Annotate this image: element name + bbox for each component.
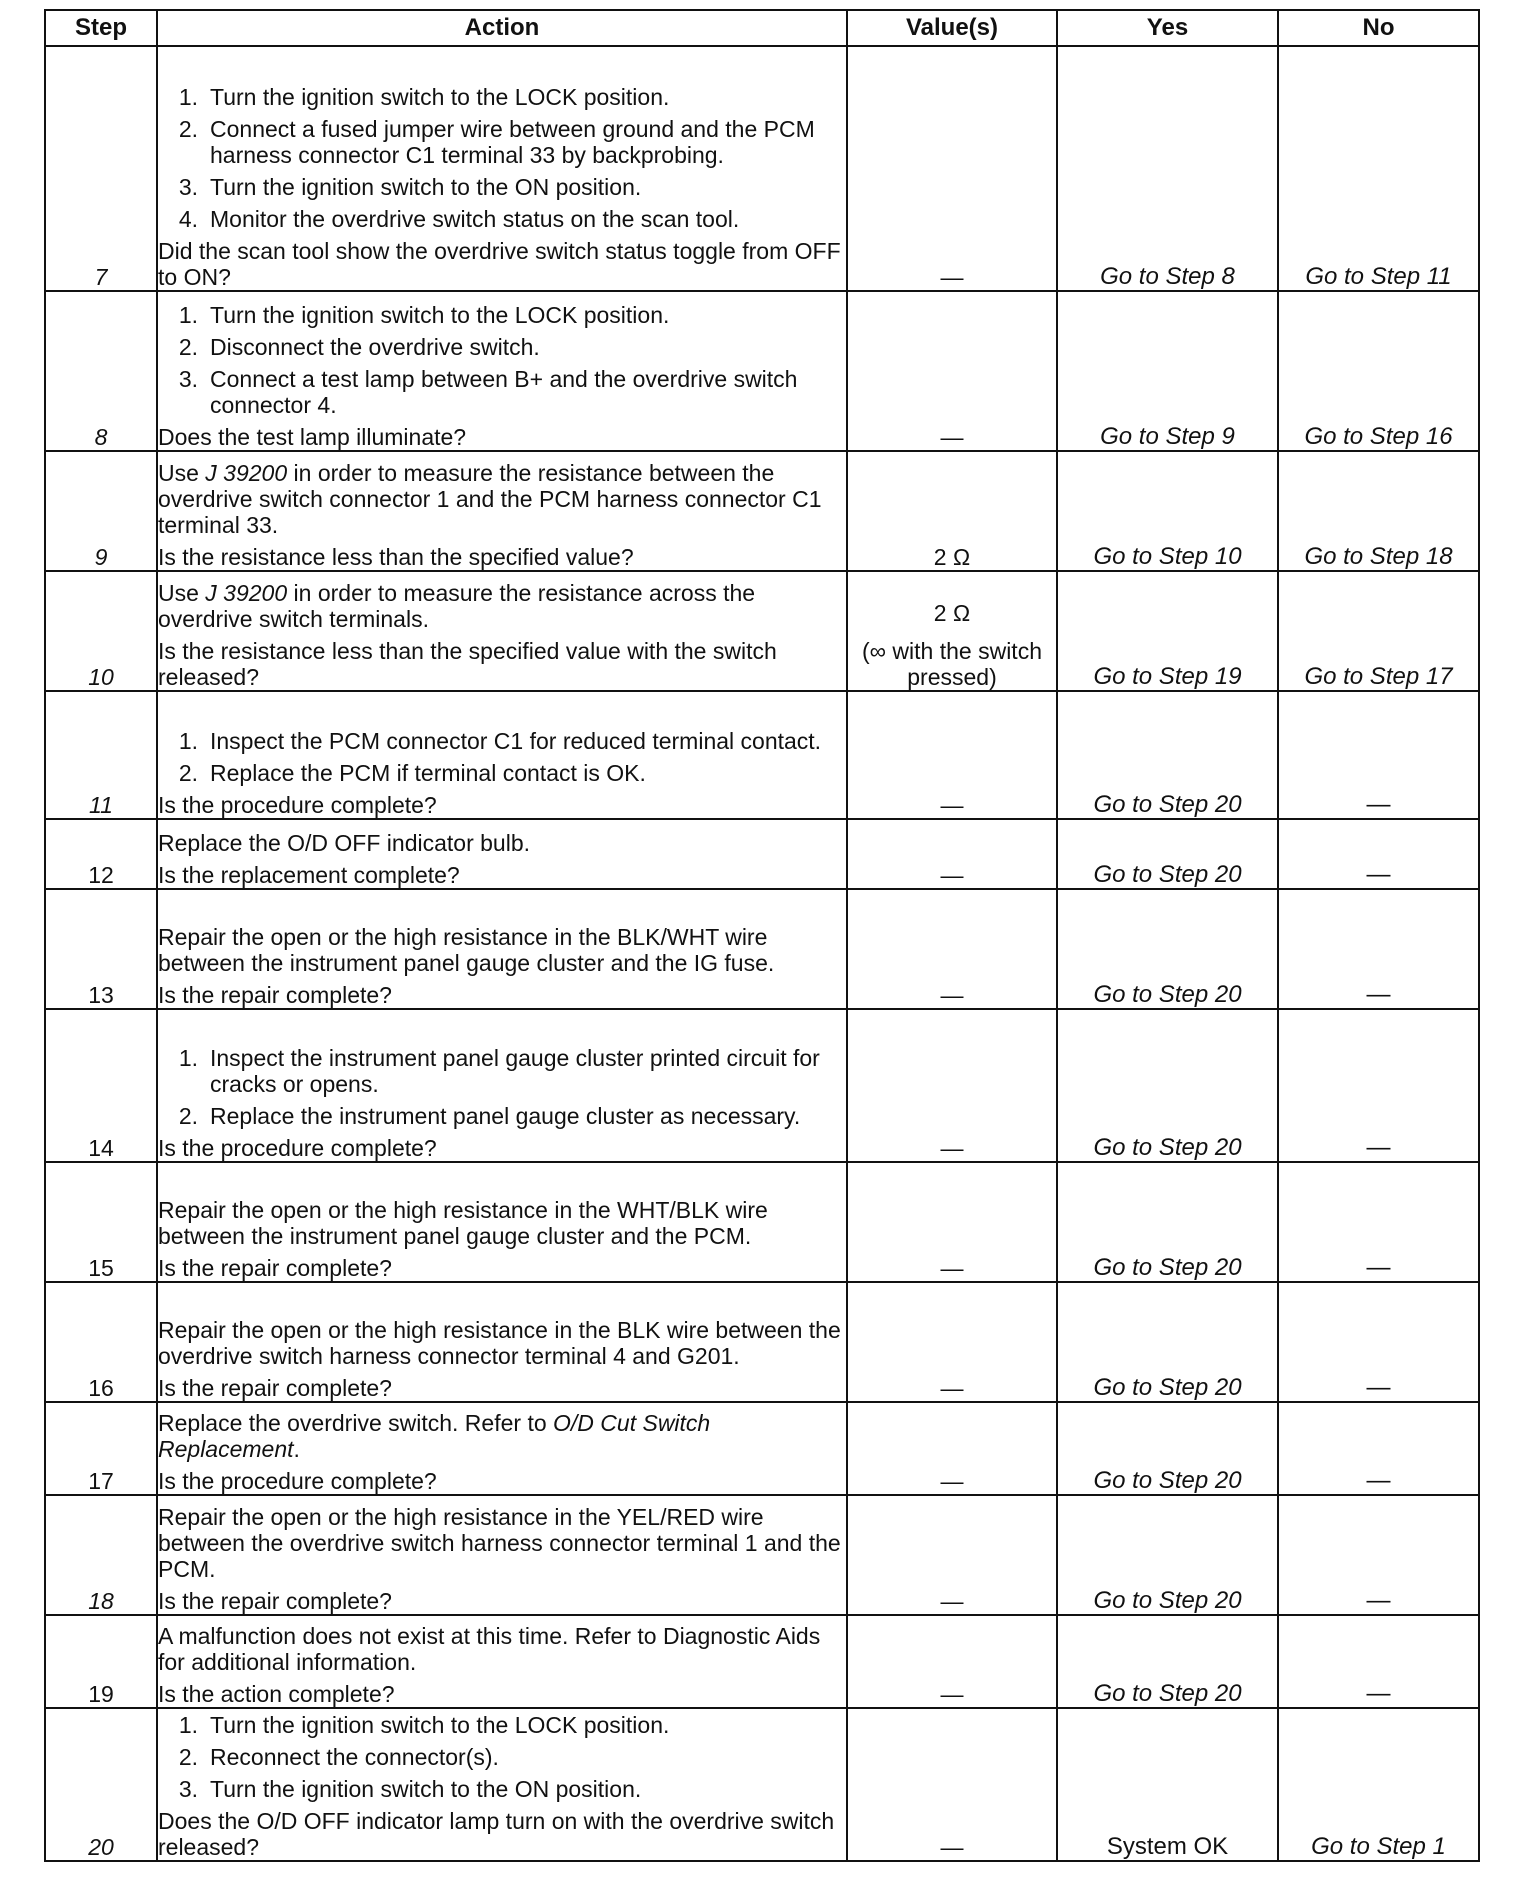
action-step-number: 2.	[178, 1103, 198, 1129]
yes-cell: Go to Step 20	[1057, 1495, 1278, 1615]
table-row	[45, 1615, 1479, 1708]
action-text	[158, 1504, 846, 1582]
tool-reference: J 39200	[205, 460, 288, 486]
header-yes: Yes	[1057, 10, 1278, 46]
tool-reference: J 39200	[205, 580, 288, 606]
action-cell	[157, 819, 847, 889]
table-row	[45, 571, 1479, 691]
action-text	[158, 1317, 846, 1369]
action-step	[158, 84, 846, 110]
yes-cell: Go to Step 20	[1057, 1162, 1278, 1282]
action-text-part: in order to measure the resistance between the overdrive switch connector 1 and the PCM harness connector C1 terminal 33.	[158, 460, 822, 538]
action-step-text: Turn the ignition switch to the LOCK position.	[210, 1712, 670, 1738]
procedure-reference: O/D Cut Switch Replacement	[158, 1410, 711, 1462]
value-text: —	[940, 1834, 964, 1860]
action-cell	[157, 46, 847, 291]
action-text-part: Repair the open or the high resistance in the BLK wire between the overdrive switch harness connector terminal 4 and G201.	[158, 1317, 841, 1369]
value-text: —	[940, 264, 964, 290]
value-text: —	[940, 792, 964, 818]
action-text-part: .	[293, 1436, 300, 1462]
action-step-number: 2.	[178, 1744, 198, 1770]
action-step	[158, 334, 846, 360]
step-number: 17	[45, 1402, 157, 1495]
action-cell	[157, 1615, 847, 1708]
no-cell: —	[1278, 889, 1479, 1009]
step-number: 11	[45, 691, 157, 819]
no-cell: Go to Step 18	[1278, 451, 1479, 571]
action-step	[158, 1712, 846, 1738]
step-number: 8	[45, 291, 157, 451]
value-text: 2 Ω	[933, 544, 971, 570]
step-number: 12	[45, 819, 157, 889]
diagnostic-table	[44, 9, 1480, 1862]
action-step-text: Inspect the PCM connector C1 for reduced terminal contact.	[210, 728, 822, 754]
action-question: Is the repair complete?	[158, 1588, 392, 1614]
action-text-part: Repair the open or the high resistance in the WHT/BLK wire between the instrument panel gauge cluster and the PCM.	[158, 1197, 768, 1249]
action-text-part: Repair the open or the high resistance in the BLK/WHT wire between the instrument panel gauge cluster and the IG fuse.	[158, 924, 775, 976]
action-text	[158, 460, 846, 538]
yes-cell: Go to Step 10	[1057, 451, 1278, 571]
action-step-number: 2.	[178, 760, 198, 786]
action-step	[158, 206, 846, 232]
action-step-text: Monitor the overdrive switch status on the scan tool.	[210, 206, 740, 232]
value-text: —	[940, 1255, 964, 1281]
action-step-text: Turn the ignition switch to the LOCK position.	[210, 84, 670, 110]
action-step-number: 2.	[178, 116, 198, 142]
no-cell: —	[1278, 691, 1479, 819]
value-cell	[847, 1009, 1057, 1162]
action-cell	[157, 451, 847, 571]
action-step	[158, 302, 846, 328]
value-text: —	[940, 1588, 964, 1614]
no-cell: —	[1278, 819, 1479, 889]
table-row	[45, 1282, 1479, 1402]
action-text-part: in order to measure the resistance across the overdrive switch terminals.	[158, 580, 756, 632]
no-cell: —	[1278, 1282, 1479, 1402]
action-step-number: 1.	[178, 1045, 198, 1071]
no-cell: —	[1278, 1615, 1479, 1708]
header-step: Step	[45, 10, 157, 46]
action-cell	[157, 889, 847, 1009]
action-question: Is the procedure complete?	[158, 1135, 437, 1161]
action-step-text: Replace the instrument panel gauge cluster as necessary.	[210, 1103, 801, 1129]
no-cell: Go to Step 17	[1278, 571, 1479, 691]
action-question: Is the repair complete?	[158, 1375, 392, 1401]
action-text	[158, 1623, 846, 1675]
table-row	[45, 889, 1479, 1009]
header-row	[45, 10, 1479, 46]
action-text	[158, 924, 846, 976]
step-number: 14	[45, 1009, 157, 1162]
table-row	[45, 46, 1479, 291]
action-step-number: 4.	[178, 206, 198, 232]
action-step	[158, 1103, 846, 1129]
value-cell	[847, 1615, 1057, 1708]
action-step-number: 2.	[178, 334, 198, 360]
action-text	[158, 1410, 846, 1462]
action-cell	[157, 1009, 847, 1162]
yes-cell: System OK	[1057, 1708, 1278, 1861]
action-step-number: 1.	[178, 302, 198, 328]
yes-cell: Go to Step 9	[1057, 291, 1278, 451]
action-question: Is the procedure complete?	[158, 792, 437, 818]
action-step-text: Turn the ignition switch to the ON position.	[210, 174, 642, 200]
value-cell	[847, 889, 1057, 1009]
yes-cell: Go to Step 20	[1057, 1009, 1278, 1162]
value-note: (∞ with the switch pressed)	[861, 638, 1042, 690]
action-text-part: Use	[158, 580, 206, 606]
no-cell: Go to Step 16	[1278, 291, 1479, 451]
action-step-text: Turn the ignition switch to the ON position.	[210, 1776, 642, 1802]
table-row	[45, 1495, 1479, 1615]
action-text	[158, 830, 846, 856]
value-cell	[847, 819, 1057, 889]
value-text: —	[940, 1468, 964, 1494]
value-cell	[847, 1495, 1057, 1615]
value-cell	[847, 451, 1057, 571]
header-no: No	[1278, 10, 1479, 46]
table-row	[45, 1708, 1479, 1861]
action-question: Is the action complete?	[158, 1681, 395, 1707]
value-cell	[847, 571, 1057, 691]
action-question: Is the repair complete?	[158, 1255, 392, 1281]
value-cell	[847, 691, 1057, 819]
action-question: Did the scan tool show the overdrive switch status toggle from OFF to ON?	[158, 238, 841, 290]
step-number: 13	[45, 889, 157, 1009]
action-text	[158, 1197, 846, 1249]
step-number: 10	[45, 571, 157, 691]
action-step-text: Turn the ignition switch to the LOCK position.	[210, 302, 670, 328]
value-cell	[847, 1708, 1057, 1861]
step-number: 16	[45, 1282, 157, 1402]
action-step-number: 3.	[178, 366, 198, 392]
step-number: 9	[45, 451, 157, 571]
action-step-number: 1.	[178, 728, 198, 754]
no-cell: —	[1278, 1495, 1479, 1615]
table-row	[45, 691, 1479, 819]
action-step	[158, 1744, 846, 1770]
action-text	[158, 580, 846, 632]
action-step	[158, 1045, 846, 1097]
action-text-part: A malfunction does not exist at this time. Refer to Diagnostic Aids for additional information.	[158, 1623, 821, 1675]
table-row	[45, 1009, 1479, 1162]
table-row	[45, 291, 1479, 451]
header-action: Action	[157, 10, 847, 46]
value-text: —	[940, 1135, 964, 1161]
action-question: Is the resistance less than the specified value with the switch released?	[158, 638, 777, 690]
value-text: —	[940, 1681, 964, 1707]
value-text: —	[940, 862, 964, 888]
step-number: 18	[45, 1495, 157, 1615]
action-text-part: Replace the O/D OFF indicator bulb.	[158, 830, 530, 856]
value-cell	[847, 1402, 1057, 1495]
action-step-text: Disconnect the overdrive switch.	[210, 334, 540, 360]
action-step	[158, 174, 846, 200]
action-step-text: Connect a fused jumper wire between ground and the PCM harness connector C1 terminal 33 by backprobing.	[210, 116, 815, 168]
action-text-part: Repair the open or the high resistance in the YEL/RED wire between the overdrive switch harness connector terminal 1 and the PCM.	[158, 1504, 841, 1582]
action-step	[158, 728, 846, 754]
value-text: —	[940, 982, 964, 1008]
action-question: Is the repair complete?	[158, 982, 392, 1008]
table-row	[45, 1402, 1479, 1495]
action-step-text: Inspect the instrument panel gauge cluster printed circuit for cracks or opens.	[210, 1045, 820, 1097]
action-step	[158, 366, 846, 418]
action-question: Is the replacement complete?	[158, 862, 460, 888]
step-number: 20	[45, 1708, 157, 1861]
step-number: 7	[45, 46, 157, 291]
no-cell: Go to Step 1	[1278, 1708, 1479, 1861]
action-cell	[157, 571, 847, 691]
action-step-number: 1.	[178, 1712, 198, 1738]
action-cell	[157, 1282, 847, 1402]
action-step-text: Replace the PCM if terminal contact is OK.	[210, 760, 646, 786]
yes-cell: Go to Step 20	[1057, 1615, 1278, 1708]
no-cell: —	[1278, 1402, 1479, 1495]
yes-cell: Go to Step 19	[1057, 571, 1278, 691]
table-row	[45, 1162, 1479, 1282]
action-text-part: Use	[158, 460, 206, 486]
value-cell	[847, 1162, 1057, 1282]
table-row	[45, 451, 1479, 571]
no-cell: —	[1278, 1009, 1479, 1162]
action-cell	[157, 691, 847, 819]
value-cell	[847, 291, 1057, 451]
action-step-number: 3.	[178, 1776, 198, 1802]
value-text: —	[940, 1375, 964, 1401]
action-step	[158, 760, 846, 786]
step-number: 19	[45, 1615, 157, 1708]
header-values: Value(s)	[847, 10, 1057, 46]
yes-cell: Go to Step 20	[1057, 1402, 1278, 1495]
action-step-text: Connect a test lamp between B+ and the overdrive switch connector 4.	[210, 366, 798, 418]
action-question: Is the resistance less than the specified value?	[158, 544, 634, 570]
step-number: 15	[45, 1162, 157, 1282]
action-cell	[157, 1708, 847, 1861]
action-step	[158, 116, 846, 168]
action-cell	[157, 1162, 847, 1282]
action-text-part: Replace the overdrive switch. Refer to	[158, 1410, 554, 1436]
action-cell	[157, 1402, 847, 1495]
action-question: Is the procedure complete?	[158, 1468, 437, 1494]
no-cell: —	[1278, 1162, 1479, 1282]
yes-cell: Go to Step 8	[1057, 46, 1278, 291]
yes-cell: Go to Step 20	[1057, 691, 1278, 819]
yes-cell: Go to Step 20	[1057, 819, 1278, 889]
action-cell	[157, 1495, 847, 1615]
action-step-number: 3.	[178, 174, 198, 200]
yes-cell: Go to Step 20	[1057, 889, 1278, 1009]
table-body	[45, 46, 1479, 1861]
value-cell	[847, 1282, 1057, 1402]
value-text: —	[940, 424, 964, 450]
yes-cell: Go to Step 20	[1057, 1282, 1278, 1402]
value-text: 2 Ω	[933, 600, 971, 626]
action-step-text: Reconnect the connector(s).	[210, 1744, 499, 1770]
action-step	[158, 1776, 846, 1802]
action-question: Does the test lamp illuminate?	[158, 424, 467, 450]
action-cell	[157, 291, 847, 451]
action-step-number: 1.	[178, 84, 198, 110]
no-cell: Go to Step 11	[1278, 46, 1479, 291]
value-cell	[847, 46, 1057, 291]
table-row	[45, 819, 1479, 889]
action-question: Does the O/D OFF indicator lamp turn on with the overdrive switch released?	[158, 1808, 835, 1860]
